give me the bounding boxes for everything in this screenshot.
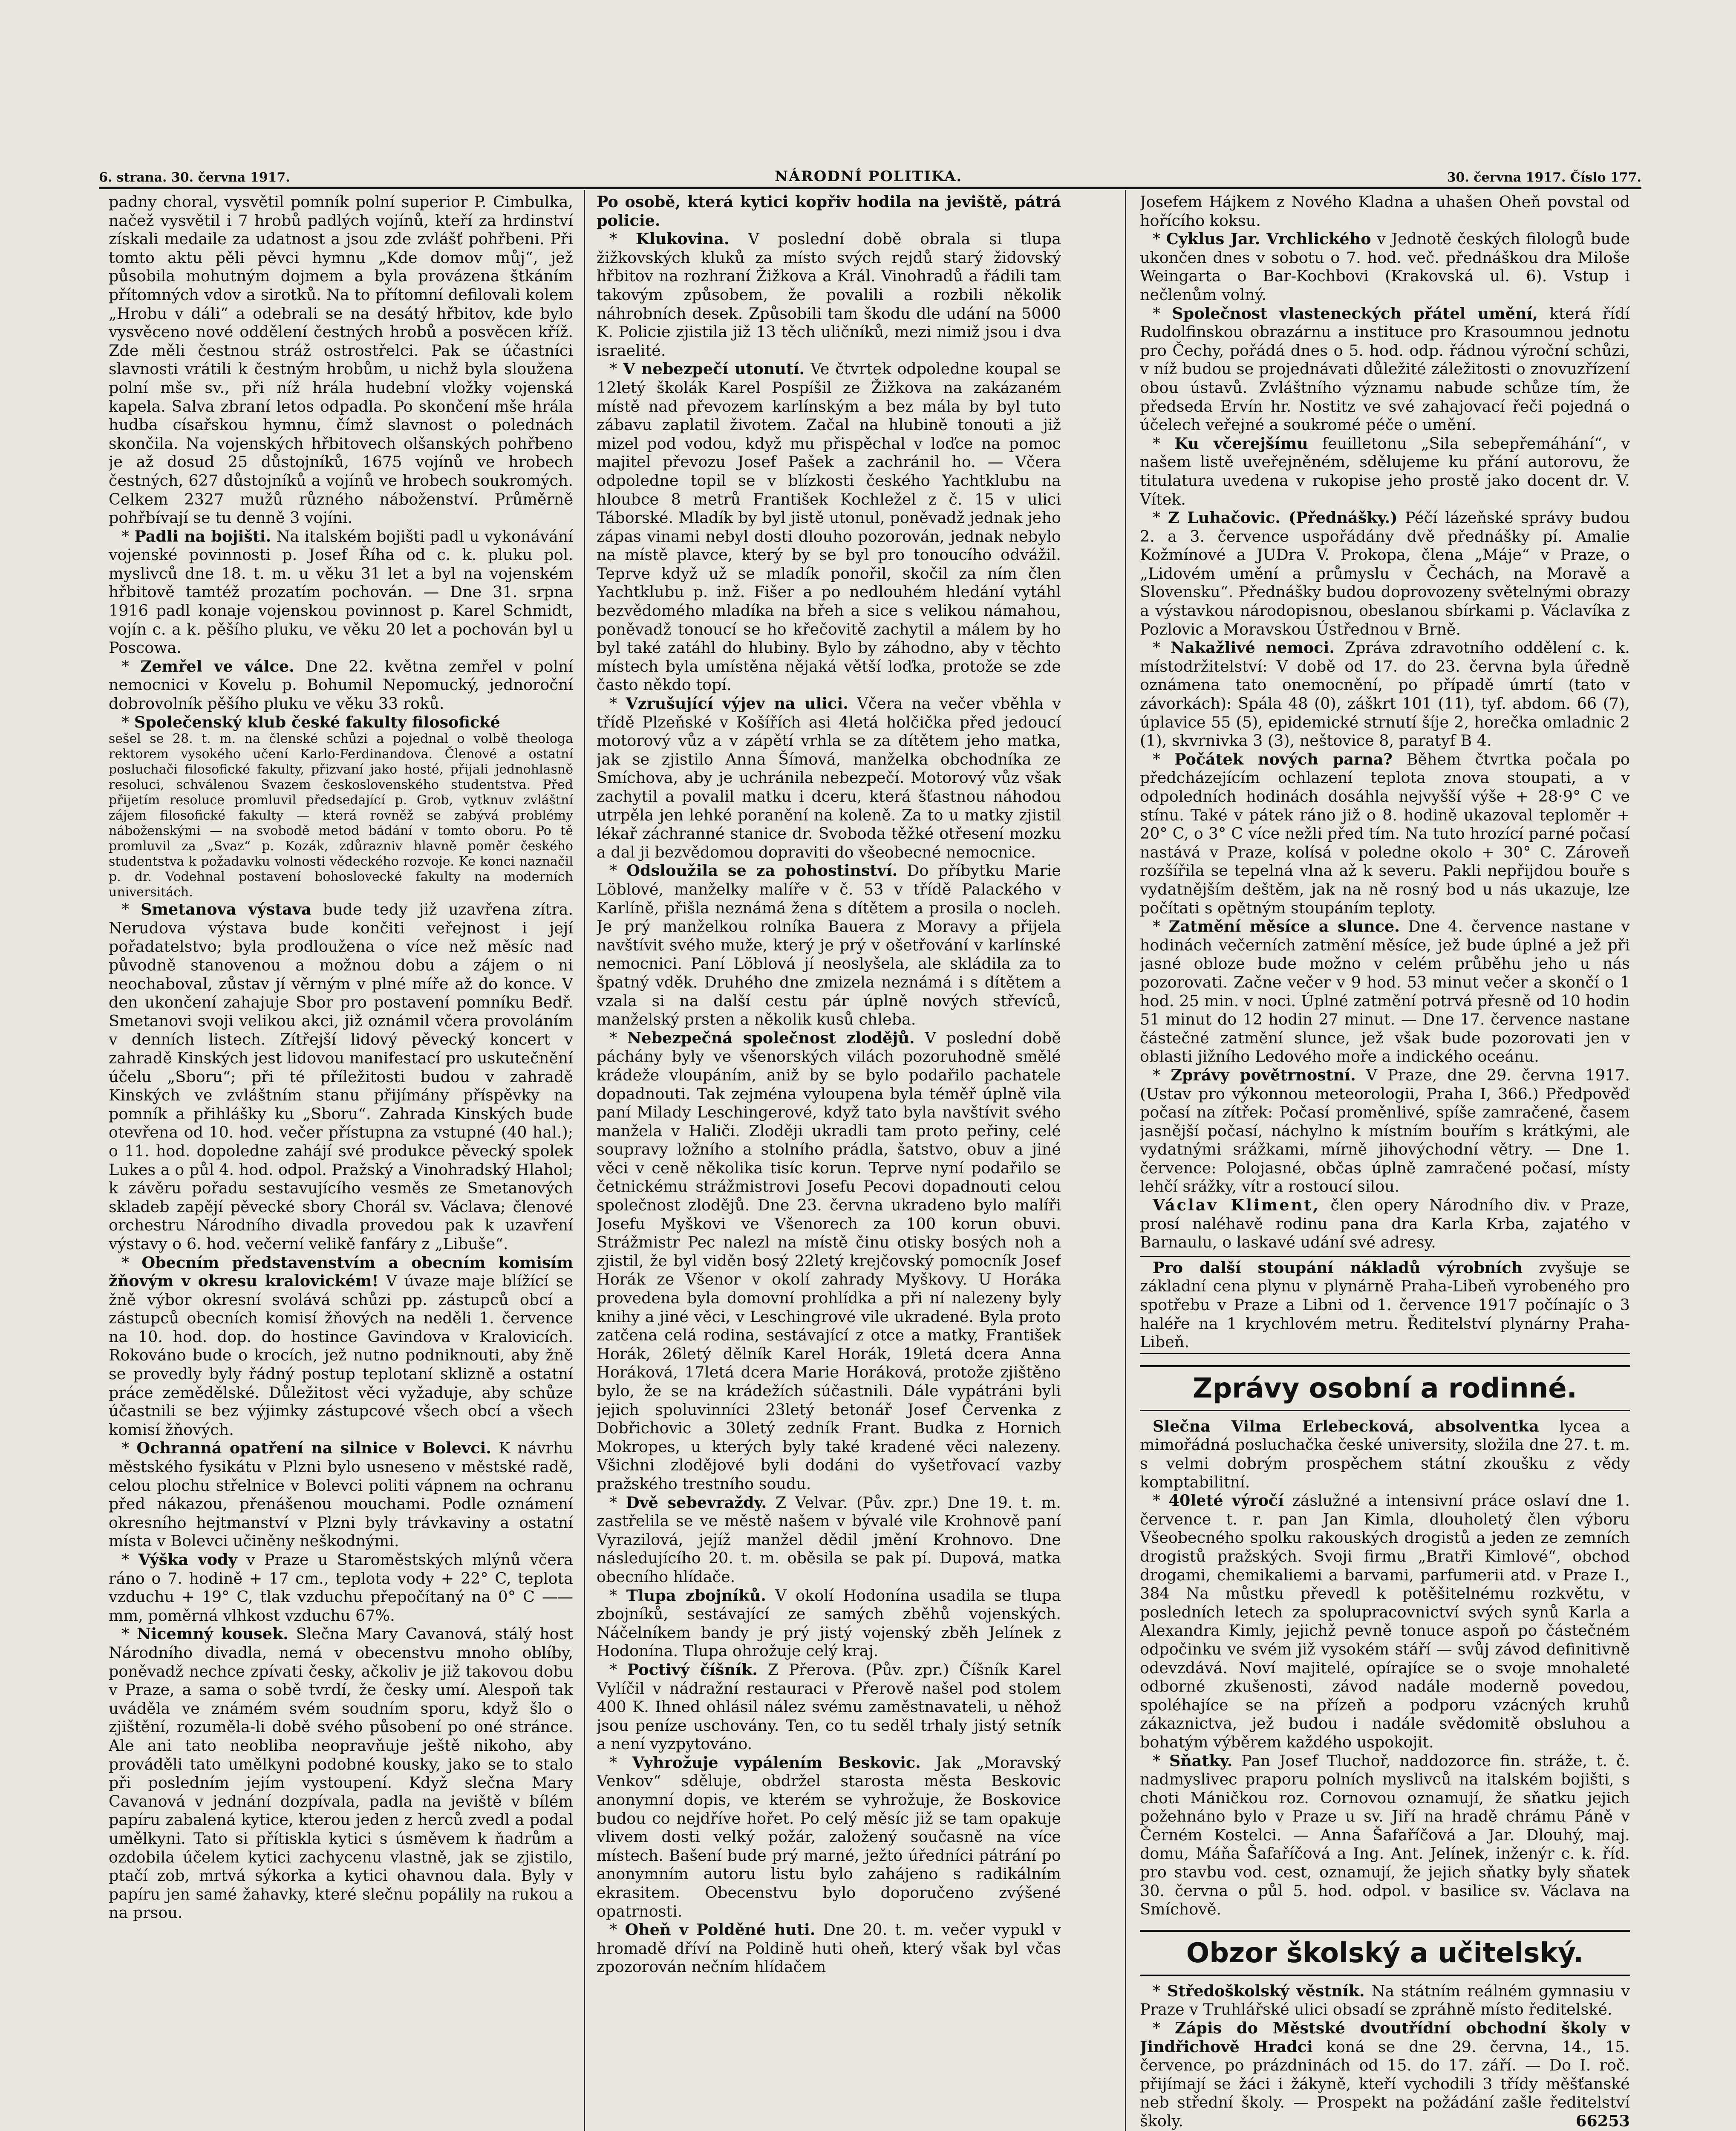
article-text: bude tedy již uzavřena zítra. Nerudova výstava bude končiti veřejnost i její pořadatelstvo; byla prodloužena o více než měsíc nad původně stanovenou a možnou dobu a zájem o ni neochaboval, zůstav jí věrným v plné míře až do konce. V den ukončení zahajuje Sbor pro postavení pomníku Bedř. Smetanovi svoji velikou akci, již oznámil včera provoláním v denních listech. Zítřejší lidový pěvecký koncert v zahradě Kinských jest lidovou manifestací pro uskutečnění účelu „Sboru“; při té příležitosti budou v zahradě Kinských ve zvláštním stanu přijímány příspěvky na pomník a přihlášky ku „Sboru“. Zahrada Kinských bude otevřena od 10. hod. večer přístupna za vstupné (40 hal.); o 11. hod. dopoledne zahájí své produkce pěvecký spolek Lukes a o půl 4. hod. odpol. Pražský a Vinohradský Hlahol; k závěru pořadu sestavujícího vesměs ze Smetanových skladeb zapějí pěvecké sbory Chorál sv. Václava; členové orchestru Národního divadla provedou pak k uzavření výstavy o 6. hod. večerní velikě fanfáry z „Libuše“. bbox=[109, 900, 573, 1253]
header-right: 30. června 1917. Číslo 177. bbox=[1447, 170, 1641, 185]
article: * Vyhrožuje vypálením Beskovic. Jak „Moravský Venkov“ sděluje, obdržel starosta města Beskovic anonymní dopis, ve kterém se vyhrožuje, že Boskovice budou co nejdříve hořet. Po celý měsíc již se tam opakuje vlivem dosti velký požár, založený současně na více místech. Bašení bude prý marné, ježto úředníci pátrání po anonymním autoru listu bylo zahájeno s radikálním ekrasitem. Obecenstvu bylo doporučeno zvýšené opatrnosti. bbox=[597, 1753, 1061, 1920]
article-text: Josefem Hájkem z Nového Kladna a uhašen Oheň povstal od hořícího koksu. bbox=[1140, 193, 1630, 230]
article: * Poctivý číšník. Z Přerova. (Pův. zpr.) Číšník Karel Vylíčil v nádražní restauraci v Přerově našel pod stolem 400 K. Ihned ohlásil nález svému zaměstnavateli, u něhož jsou peníze uschovány. Ten, co tu seděl trhaly jistý setník a není vyzpytováno. bbox=[597, 1660, 1061, 1753]
article: * Ku včerejšímu feuilletonu „Sila sebepřemáhání“, v našem listě uveřejněném, sdělujeme ku přání autorovu, že titulatura uvedena v rukopise jeho prostě jako docent dr. V. Vítek. bbox=[1140, 434, 1630, 508]
article-text: V poslední době páchány byly ve všenorských vilách pozoruhodně smělé krádeže vloupáním, aniž by se bylo podařilo pachatele dopadnouti. Tak zejména vyloupena byla téměř úplně vila paní Milady Leschingerové, když tato byla navštívit svého manžela v Haliči. Zloději ukradli tam proto peřiny, celé soupravy ložního a stolního prádla, šatstvo, obuv a jiné věci v ceně několika tisíc korun. Teprve nyní podařilo se četnickému strážmistrovi Josefu Pecovi dopadnouti celou společnost zlodějů. Dne 23. června ukradeno bylo malíři Josefu Myškovi ve Všenorech za 100 korun obuvi. Strážmistr Pec nalezl na místě činu otisky bosých noh a zjistil, že byl viděn bosý 22letý krejčovský pomocník Josef Horák ze Všenor v okolí zahrady Myškovy. U Horáka provedena byla domovní prohlídka a při ní nalezeny byly knihy a jiné věci, v Leschingrové vile ukradené. Byla proto zatčena celá rodina, sestávající z otce a matky, František Horák, 26letý dělník Karel Horák, 19letá dcera Anna Horáková, 17letá dcera Marie Horáková, protože zjištěno bylo, že se na krádežích súčastnili. Dále vypátráni byli jejich spoluvinníci 23letý betonář Josef Červenka z Dobřichovic a 30letý zedník Frant. Budka z Hornich Mokropes, u kterých byly také kradené věci nalezeny. Všichni zlodějové byli dodáni do vyšetřovací vazby pražského trestního soudu. bbox=[597, 1028, 1061, 1493]
article-text: Zpráva zdravotního oddělení c. k. místodržitelství: V době od 17. do 23. června byla úředně oznámena tato onemocnění, po případě úmrtí (tato v závorkách): Spála 48 (0), záškrt 101 (11), tyf. abdom. 66 (7), úplavice 55 (5), epidemické strnutí šíje 2, horečka omladnic 2 (1), skvrnivka 3 (3), neštovice 8, paratyf B 4. bbox=[1140, 638, 1630, 750]
article-heading: Středoškolský věstník. bbox=[1167, 1981, 1365, 2000]
article-text: Na italském bojišti padl u vykonávání vojenské povinnosti p. Josef Říha od c. k. pluku pol. myslivců dne 18. t. m. u věku 31 let a byl na vojenském hřbitově tamtéž prozatím pochován. — Dne 31. srpna 1916 padl konaje vojenskou povinnost p. Karel Schmidt, vojín c. a k. pěšího pluku, ve věku 20 let a pochován byl u Poscowa. bbox=[109, 527, 573, 657]
article-heading: Nicemný kousek. bbox=[137, 1625, 288, 1643]
column-1 bbox=[109, 193, 573, 2131]
article-heading: V nebezpečí utonutí. bbox=[623, 360, 805, 378]
article: * Zápis do Městské dvoutřídní obchodní školy v Jindřichově Hradci koná se dne 29. června, 14., 15. července, po prázdninách od 15. do 17. září. — Do I. roč. přijímají se žáci i žákyně, kteří vychodili 3 třídy měšťanské neb střední školy. — Prospekt na požádání zašle ředitelství školy. 66253 bbox=[1140, 2019, 1630, 2130]
article-heading: Zemřel ve válce. bbox=[140, 657, 294, 676]
header-rule bbox=[99, 187, 1641, 189]
article-heading: Zatmění měsíce a slunce. bbox=[1168, 917, 1400, 936]
article-text: v Praze u Staroměstských mlýnů včera ráno o 7. hodině + 17 cm., teplota vody + 22° C, teplota vzduchu + 19° C, tlak vzduchu přepočítaný na 0° C —— mm, poměrná vlhkost vzduchu 67%. bbox=[109, 1551, 573, 1625]
article-text: Péčí lázeňské správy budou 2. a 3. července uspořádány dvě přednášky pí. Amalie Kožmínové a JUDra V. Prokopa, člena „Máje“ v Praze, o „Lidovém umění a průmyslu v Čechách, na Moravě a Slovensku“. Přednášky budou doprovozeny světelnými obrazy a výstavkou národopisnou, obeslanou sbírkami p. Václavíka z Pozlovic a Moravskou Ústřednou v Brně. bbox=[1140, 508, 1630, 638]
article-heading: Obecním představenstvím a obecním komisím žňovým v okresu kralovickém! bbox=[109, 1253, 573, 1291]
article: * Odsloužila se za pohostinství. Do příbytku Marie Löblové, manželky malíře v č. 53 v třídě Palackého v Karlíně, přišla neznámá žena s dítětem a prosila o nocleh. Je prý manželkou rolníka Bauera z Moravy a přijela navštívit svého muže, který je prý v ošetřování v karlínské nemocnici. Paní Löblová jí neoslyšela, ale skládila za to špatný vděk. Druhého dne zmizela neznámá i s dítětem a vzala si na další cestu pár úplně nových střevíců, manželský prsten a několik kusů chleba. bbox=[597, 861, 1061, 1029]
article-heading: Poctivý číšník. bbox=[627, 1660, 758, 1679]
article: * Cyklus Jar. Vrchlického v Jednotě českých filologů bude ukončen dnes v sobotu o 7. hod. več. přednáškou dra Miloše Weingarta o Bar-Kochbovi (Krakovská ul. 6). Vstup i nečlenům volný. bbox=[1140, 230, 1630, 304]
column-divider-1 bbox=[584, 190, 585, 2131]
article-heading: Tlupa zbojníků. bbox=[626, 1586, 766, 1605]
article: * Nebezpečná společnost zlodějů. V poslední době páchány byly ve všenorských vilách pozoruhodně smělé krádeže vloupáním, aniž by se bylo podařilo pachatele dopadnouti. Tak zejména vyloupena byla téměř úplně vila paní Milady Leschingerové, když tato byla navštívit svého manžela v Haliči. Zloději ukradli tam proto peřiny, celé soupravy ložního a stolního prádla, šatstvo, obuv a jiné věci v ceně několika tisíc korun. Teprve nyní podařilo se četnickému strážmistrovi Josefu Pecovi dopadnouti celou společnost zlodějů. Dne 23. června ukradeno bylo malíři Josefu Myškovi ve Všenorech za 100 korun obuvi. Strážmistr Pec nalezl na místě činu otisky bosých noh a zjistil, že byl viděn bosý 22letý krejčovský pomocník Josef Horák ze Všenor v okolí zahrady Myškovy. U Horáka provedena byla domovní prohlídka a při ní nalezeny byly knihy a jiné věci, v Leschingrové vile ukradené. Byla proto zatčena celá rodina, sestávající z otce a matky, František Horák, 26letý dělník Karel Horák, 19letá dcera Anna Horáková, 17letá dcera Marie Horáková, protože zjištěno bylo, že se na krádežích súčastnili. Dále vypátráni byli jejich spoluvinníci 23letý betonář Josef Červenka z Dobřichovic a 30letý zedník Frant. Budka z Hornich Mokropes, u kterých byly také kradené věci nalezeny. Všichni zlodějové byli dodáni do vyšetřovací vazby pražského trestního soudu. bbox=[597, 1028, 1061, 1493]
page-header bbox=[99, 165, 1641, 185]
article-heading: Zprávy povětrnostní. bbox=[1171, 1066, 1356, 1084]
article-heading: Nebezpečná společnost zlodějů. bbox=[627, 1028, 915, 1047]
article: * Počátek nových parna? Během čtvrtka počala po předcházejícím ochlazení teplota znova stoupati, a v odpoledních hodinách dosáhla nejvyšší výše + 28·9° C ve stínu. Také v pátek ráno již o 8. hodině ukazoval teploměr + 20° C, o 3° C více nežli před tím. Na tuto hrozící parné počasí nastává v Praze, kolísá v poledne okolo + 30° C. Zároveň rozšířila se tepelná vlna až k severu. Pakli nepřijdou bouře s vydatnějším deštěm, jak na ně rosný bod u nás ukazuje, lze počítati s opětným stoupáním teploty. bbox=[1140, 750, 1630, 917]
article: * Nicemný kousek. Slečna Mary Cavanová, stálý host Národního divadla, nemá v obecenstvu mnoho oblíby, poněvadž nechce zpívati česky, ačkoliv je již takovou dobu v Praze, a sama o sobě tvrdí, že česky umí. Alespoň tak uváděla ve známém svém soudním sporu, když šlo o zjištění, rozuměla-li době svého působení po oné stránce. Ale ani tato neobliba neopravňuje ještě nikoho, aby prováděli tato umělkyni podobné kousky, jako se to stalo při posledním jejím vystoupení. Když slečna Mary Cavanová v jednání dozpívala, padla na jeviště v bílém papíru zabalená kytice, kterou jeden z herců zvedl a podal umělkyni. Tato si přítiskla kytici s úsměvem k ňadrům a ozdobila účelem kytici zachycenu vlastně, jak se zjistilo, ptačí zob, mrtvá sýkorka a kytici ohavnou dala. Byly v papíru jen samé žahavky, které slečnu popálily na rukou a na prsou. bbox=[109, 1625, 573, 1922]
article: * Společnost vlasteneckých přátel umění, která řídí Rudolfinskou obrazárnu a instituce pro Krasoumnou jednotu pro Čechy, pořádá dnes o 5. hod. odp. řádnou výroční schůzi, v níž budou se projednávati důležité záležitosti o znovuzřízení obou ústavů. Zvláštního významu nabude schůze tím, že předseda Ervín hr. Nostitz ve své zahajovací řeči pojedná o účelech veřejné a soukromé péče o umění. bbox=[1140, 304, 1630, 434]
article: * Dvě sebevraždy. Z Velvar. (Pův. zpr.) Dne 19. t. m. zastřelila se ve městě našem v bývalé vile Krohnově paní Vyrazilová, jejíž manžel dědil jmění Krohnovo. Dne následujícího 20. t. m. oběsila se pak pí. Dupová, matka obecního hlídače. bbox=[597, 1493, 1061, 1586]
article-text: feuilletonu „Sila sebepřemáhání“, v našem listě uveřejněném, sdělujeme ku přání autorovu, že titulatura uvedena v rukopise jeho prostě jako docent dr. V. Vítek. bbox=[1140, 434, 1630, 508]
article: * V nebezpečí utonutí. Ve čtvrtek odpoledne koupal se 12letý školák Karel Pospíšil ze Žižkova na zakázaném místě nad převozem karlínským a bez mála by byl tuto zábavu zaplatil životem. Začal na hlubině tonouti a již mizel pod vodou, když mu přispěchal v loďce na pomoc majitel převozu Josef Pašek a zachránil ho. — Včera odpoledne topil se v blízkosti českého Yachtklubu na hloubce 8 metrů František Kochležel z č. 15 v ulici Táborské. Mladík by byl jistě utonul, poněvadž jednak jeho zápas vinami nebyl dosti dlouho pozorován, jednak nebylo na místě plavce, který by se byl pro tonoucího odvážil. Teprve když už se mladík ponořil, skočil za ním člen Yachtklubu p. inž. Fišer a po nedlouhém hledání vytáhl bezvědomého mladíka na břeh a sice s velikou námahou, poněvadž tonoucí se ho křečovitě zachytil a málem by ho byl také zatáhl do hlubiny. Bylo by záhodno, aby v těchto místech byla umístěna nějaká větší loďka, protože se zde často někdo topí. bbox=[597, 360, 1061, 694]
ad-number: 66253 bbox=[1576, 2112, 1630, 2130]
header-left: 6. strana. 30. června 1917. bbox=[99, 170, 290, 185]
article-heading: Ochranná opatření na silnice v Bolevci. bbox=[136, 1439, 492, 1458]
article: * Nakažlivé nemoci. Zpráva zdravotního oddělení c. k. místodržitelství: V době od 17. do 23. června byla úředně oznámena tato onemocnění, po případě úmrtí (tato v závorkách): Spála 48 (0), záškrt 101 (11), tyf. abdom. 66 (7), úplavice 55 (5), epidemické strnutí šíje 2, horečka omladnic 2 (1), skvrnivka 3 (3), neštovice 8, paratyf B 4. bbox=[1140, 638, 1630, 750]
article-heading: Odsloužila se za pohostinství. bbox=[626, 861, 898, 880]
article-heading: Počátek nových parna? bbox=[1174, 750, 1393, 768]
article: * Smetanova výstava bude tedy již uzavřena zítra. Nerudova výstava bude končiti veřejnost i její pořadatelstvo; byla prodloužena o více než měsíc nad původně stanovenou a možnou dobu a zájem o ni neochaboval, zůstav jí věrným v plné míře až do konce. V den ukončení zahajuje Sbor pro postavení pomníku Bedř. Smetanovi svoji velikou akci, již oznámil včera provoláním v denních listech. Zítřejší lidový pěvecký koncert v zahradě Kinských jest lidovou manifestací pro uskutečnění účelu „Sboru“; při té příležitosti budou v zahradě Kinských ve zvláštním stanu přijímány příspěvky na pomník a přihlášky ku „Sboru“. Zahrada Kinských bude otevřena od 10. hod. večer přístupna za vstupné (40 hal.); o 11. hod. dopoledne zahájí své produkce pěvecký spolek Lukes a o půl 4. hod. odpol. Pražský a Vinohradský Hlahol; k závěru pořadu sestavujícího vesměs ze Smetanových skladeb zapějí pěvecké sbory Chorál sv. Václava; členové orchestru Národního divadla provedou pak k uzavření výstavy o 6. hod. večerní velikě fanfáry z „Libuše“. bbox=[109, 900, 573, 1253]
article-text: Ve čtvrtek odpoledne koupal se 12letý školák Karel Pospíšil ze Žižkova na zakázaném místě nad převozem karlínským a bez mála by byl tuto zábavu zaplatil životem. Začal na hlubině tonouti a již mizel pod vodou, když mu přispěchal v loďce na pomoc majitel převozu Josef Pašek a zachránil ho. — Včera odpoledne topil se v blízkosti českého Yachtklubu na hloubce 8 metrů František Kochležel z č. 15 v ulici Táborské. Mladík by byl jistě utonul, poněvadž jednak jeho zápas vinami nebyl dosti dlouho pozorován, jednak nebylo na místě plavce, který by se byl pro tonoucího odvážil. Teprve když už se mladík ponořil, skočil za ním člen Yachtklubu p. inž. Fišer a po nedlouhém hledání vytáhl bezvědomého mladíka na břeh a sice s velikou námahou, poněvadž tonoucí se ho křečovitě zachytil a málem by ho byl také zatáhl do hlubiny. Bylo by záhodno, aby v těchto místech byla umístěna nějaká větší loďka, protože se zde často někdo topí. bbox=[597, 360, 1061, 694]
article-text: K návrhu městského fysikátu v Plzni bylo usneseno v městské radě, celou plochu střelnice v Bolevci politi vápnem na ochranu před nákazou, přenášenou mouchami. Podle oznámení okresního hejtmanství v Plzni byly trávkaviny a ostatní místa v Bolevci učiněny neškodnými. bbox=[109, 1439, 573, 1551]
article-heading: Ku včerejšímu bbox=[1174, 434, 1308, 453]
article-heading: Společenský klub české fakulty filosofické bbox=[134, 713, 500, 731]
article-heading: Vyhrožuje vypálením Beskovic. bbox=[632, 1753, 921, 1772]
article-text: Během čtvrtka počala po předcházejícím ochlazení teplota znova stoupati, a v odpoledních hodinách dosáhla nejvyšší výše + 28·9° C ve stínu. Také v pátek ráno již o 8. hodině ukazoval teploměr + 20° C, o 3° C více nežli před tím. Na tuto hrozící parné počasí nastává v Praze, kolísá v poledne okolo + 30° C. Zároveň rozšířila se tepelná vlna až k severu. Pakli nepřijdou bouře s vydatnějším deštěm, jak na ně rosný bod u nás ukazuje, lze počítati s opětným stoupáním teploty. bbox=[1140, 750, 1630, 917]
article: * Zprávy povětrnostní. V Praze, dne 29. června 1917. (Ustav pro výkonnou meteorologii, Praha I, 366.) Předpověď počasí na zítřek: Počasí proměnlivé, spíše zamračené, časem jasnější počasí, náchylno k místním bouřím s krátkými, ale vydatnými srážkami, mírně jihovýchodní větry. — Dne 1. července: Polojasné, občas úplně zamračené počasí, místy lehčí srážky, vítr a rostoucí silou. bbox=[1140, 1066, 1630, 1196]
article-heading: Zápis do Městské dvoutřídní obchodní školy v Jindřichově Hradci bbox=[1140, 2019, 1630, 2056]
article-text: V okolí Hodonína usadila se tlupa zbojníků, sestávající ze samých zběhů vojenských. Náčelníkem bandy je prý jistý vojenský zběh Jelínek z Hodonína. Tlupa ohrožuje celý kraj. bbox=[597, 1586, 1061, 1660]
article: * Klukovina. V poslední době obrala si tlupa žižkovských kluků za místo svých rejdů starý židovský hřbitov na rozhraní Žižkova a Král. Vinohradů a řádili tam takovým způsobem, že povalili a rozbili několik náhrobních desek. Způsobili tam škodu dle udání na 5000 K. Policie zjistila již 13 těch uličníků, mezi nimiž jsou i dva israelité. bbox=[597, 230, 1061, 360]
article-heading: Vzrušující výjev na ulici. bbox=[626, 694, 848, 713]
article-heading: Cyklus Jar. Vrchlického bbox=[1166, 230, 1371, 248]
column-divider-2 bbox=[1125, 190, 1126, 2131]
masthead: NÁRODNÍ POLITIKA. bbox=[775, 168, 963, 185]
article-text: Po osobě, která kytici kopřiv hodila na jeviště, pátrá policie. bbox=[597, 193, 1061, 230]
article-heading: Nakažlivé nemoci. bbox=[1170, 638, 1335, 657]
article-heading: Klukovina. bbox=[635, 230, 730, 248]
article-text: Na státním reálném gymnasiu v Praze v Truhlářské ulici obsadí se zpráhně místo ředitelské. bbox=[1140, 1981, 1630, 2019]
article-text: Z Velvar. (Pův. zpr.) Dne 19. t. m. zastřelila se ve městě našem v bývalé vile Krohnově paní Vyrazilová, jejíž manžel dědil jmění Krohnovo. Dne následujícího 20. t. m. oběsila se pak pí. Dupová, matka obecního hlídače. bbox=[597, 1493, 1061, 1586]
article: * Vzrušující výjev na ulici. Včera na večer vběhla v třídě Plzeňské v Košířích asi 4letá holčička před jedoucí motorový vůz a v zápětí vrhla se za dítětem jeho matka, jak se zjistilo Anna Šímová, manželka obchodníka ze Smíchova, aby je uchránila nebezpečí. Motorový vůz však zachytil a povalil matku i dceru, která šťastnou náhodou utrpěla jen lehké poranění na koleně. Za to u matky zjistil lékař záchranné stanice dr. Svoboda těžké otřesení mozku a dal ji bezvědomou dopraviti do všeobecné nemocnice. bbox=[597, 694, 1061, 861]
article-heading: Pro další stoupání nákladů výrobních bbox=[1153, 1258, 1523, 1277]
article: * Obecním představenstvím a obecním komisím žňovým v okresu kralovickém! V úvaze maje blížící se žně výbor okresní svolává schůzi pp. zástupců obcí a zástupců obecních komisí žňových na neděli 1. července na 10. hod. dop. do hostince Gavindova v Kralovicích. Rokováno bude o krocích, jež nutno podniknouti, aby žně se provedly byly řádný postup teplotaní sklizně a ostatní práce zemědělské. Důležitost věci vyžaduje, aby schůze účastnili se bez výjimky zástupcové všech obcí a všech komisí žňových. bbox=[109, 1253, 573, 1439]
article: * Společenský klub české fakulty filosofické bbox=[121, 713, 500, 731]
article-heading: Padli na bojišti. bbox=[134, 527, 271, 546]
article: * Výška vody v Praze u Staroměstských mlýnů včera ráno o 7. hodině + 17 cm., teplota vody + 22° C, teplota vzduchu + 19° C, tlak vzduchu přepočítaný na 0° C —— mm, poměrná vlhkost vzduchu 67%. bbox=[109, 1551, 573, 1625]
article-text: Dne 22. května zemřel v polní nemocnici v Kovelu p. Bohumil Nepomucký, jednoroční dobrovolník pěšího pluku ve věku 33 roků. bbox=[109, 657, 573, 713]
article-text: člen opery Národního div. v Praze, prosí naléhavě rodinu pana dra Karla Krba, zajatého v Barnaulu, o laskavé udání své adresy. bbox=[1140, 1196, 1630, 1252]
article: * Zatmění měsíce a slunce. Dne 4. července nastane v hodinách večerních zatmění měsíce, jež bude úplné a jež při jasné obloze bude možno v celém průběhu jeho u nás pozorovati. Začne večer v 9 hod. 53 minut večer a skončí o 1 hod. 25 min. v noci. Úplné zatmění potrvá přesně od 10 hodin 51 minut do 12 hodin 27 minut. — Dne 17. července nastane částečné zatmění slunce, jež však bude pozorovati jen v oblasti jižního Ledového moře a indického oceánu. bbox=[1140, 917, 1630, 1066]
article-text: Slečna Mary Cavanová, stálý host Národního divadla, nemá v obecenstvu mnoho oblíby, poněvadž nechce zpívati česky, ačkoliv je již takovou dobu v Praze, a sama o sobě tvrdí, že česky umí. Alespoň tak uváděla ve známém svém soudním sporu, když šlo o zjištění, rozuměla-li době svého působení po oné stránce. Ale ani tato neobliba neopravňuje ještě nikoho, aby prováděli tato umělkyni podobné kousky, jako se to stalo při posledním jejím vystoupení. Když slečna Mary Cavanová v jednání dozpívala, padla na jeviště v bílém papíru zabalená kytice, kterou jeden z herců zvedl a podal umělkyni. Tato si přítiskla kytici s úsměvem k ňadrům a ozdobila účelem kytici zachycenu vlastně, jak se zjistilo, ptačí zob, mrtvá sýkorka a kytici ohavnou dala. Byly v papíru jen samé žahavky, které slečnu popálily na rukou a na prsou. bbox=[109, 1625, 573, 1922]
article: * Z Luhačovic. (Přednášky.) Péčí lázeňské správy budou 2. a 3. července uspořádány dvě přednášky pí. Amalie Kožmínové a JUDra V. Prokopa, člena „Máje“ v Praze, o „Lidovém umění a průmyslu v Čechách, na Moravě a Slovensku“. Přednášky budou doprovozeny světelnými obrazy a výstavkou národopisnou, obeslanou sbírkami p. Václavíka z Pozlovic a Moravskou Ústřednou v Brně. bbox=[1140, 508, 1630, 638]
article-text: Z Přerova. (Pův. zpr.) Číšník Karel Vylíčil v nádražní restauraci v Přerově našel pod stolem 400 K. Ihned ohlásil nález svému zaměstnavateli, u něhož jsou peníze uschovány. Ten, co tu seděl trhaly jistý setník a není vyzpytováno. bbox=[597, 1660, 1061, 1753]
article-heading: Sňatky. bbox=[1169, 1751, 1233, 1770]
article-heading: Výška vody bbox=[138, 1551, 237, 1569]
article bbox=[1140, 1417, 1630, 1491]
article-heading: Dvě sebevraždy. bbox=[626, 1493, 767, 1512]
column-3 bbox=[1140, 193, 1630, 2131]
article-heading: Slečna Vilma Erlebecková, absolventka bbox=[1153, 1417, 1539, 1435]
article: * Tlupa zbojníků. V okolí Hodonína usadila se tlupa zbojníků, sestávající ze samých zběhů vojenských. Náčelníkem bandy je prý jistý vojenský zběh Jelínek z Hodonína. Tlupa ohrožuje celý kraj. bbox=[597, 1586, 1061, 1660]
article-text: sešel se 28. t. m. na členské schůzi a pojednal o volbě theologa rektorem vysokého učení Karlo-Ferdinandova. Členové a ostatní posluchači filosofické fakulty, přizvaní jako hosté, přijali jednohlasně resoluci, schválenou Svazem československého studentstva. Před přijetím resoluce promluvil předsedající p. Grob, vytknuv zvláštní zájem filosofické fakulty — která rovněž se zabývá problémy náboženskými — na svobodě metod bádání v tomto oboru. Po tě promluvil za „Svaz“ p. Kozák, zdůrazniv hlavně poměr českého studentstva k požadavku volnosti vědeckého rozvoje. Ke konci naznačil p. dr. Vodehnal postavení bohoslovecké fakulty na moderních universitách. bbox=[109, 731, 573, 900]
article-heading: Oheň v Polděné huti. bbox=[625, 1920, 816, 1939]
article-text: lycea a mimořádná posluchačka české university, složila dne 27. t. m. s velmi dobrým prospěchem státní zkoušku z vědy komptabilitní. bbox=[1140, 1417, 1630, 1491]
section-title: Zprávy osobní a rodinné. bbox=[1140, 1365, 1630, 1411]
article: * Oheň v Polděné huti. Dne 20. t. m. večer vypukl v hromadě dříví na Poldině huti oheň, který však byl včas zpozorován nečním hlídačem bbox=[597, 1920, 1061, 1976]
article-text: V úvaze maje blížící se žně výbor okresní svolává schůzi pp. zástupců obcí a zástupců obecních komisí žňových na neděli 1. července na 10. hod. dop. do hostince Gavindova v Kralovicích. Rokováno bude o krocích, jež nutno podniknouti, aby žně se provedly byly řádný postup teplotaní sklizně a ostatní práce zemědělské. Důležitost věci vyžaduje, aby schůze účastnili se bez výjimky zástupcové všech obcí a všech komisí žňových. bbox=[109, 1272, 573, 1439]
section-title: Obzor školský a učitelský. bbox=[1140, 1930, 1630, 1976]
article-text: koná se dne 29. června, 14., 15. července, po prázdninách od 15. do 17. září. — Do I. roč. přijímají se žáci i žákyně, kteří vychodili 3 třídy měšťanské neb střední školy. — Prospekt na požádání zašle ředitelství školy. bbox=[1140, 2037, 1630, 2130]
article-text: V poslední době obrala si tlupa žižkovských kluků za místo svých rejdů starý židovský hřbitov na rozhraní Žižkova a Král. Vinohradů a řádili tam takovým způsobem, že povalili a rozbili několik náhrobních desek. Způsobili tam škodu dle udání na 5000 K. Policie zjistila již 13 těch uličníků, mezi nimiž jsou i dva israelité. bbox=[597, 230, 1061, 360]
article-text: Do příbytku Marie Löblové, manželky malíře v č. 53 v třídě Palackého v Karlíně, přišla neznámá žena s dítětem a prosila o nocleh. Je prý manželkou rolníka Bauera z Moravy a přijela navštívit svého muže, který je prý v ošetřování v karlínské nemocnici. Paní Löblová jí neoslyšela, ale skládila za to špatný vděk. Druhého dne zmizela neznámá i s dítětem a vzala si na další cestu pár úplně nových střevíců, manželský prsten a několik kusů chleba. bbox=[597, 861, 1061, 1029]
article-heading: Z Luhačovic. (Přednášky.) bbox=[1168, 508, 1398, 527]
article bbox=[1140, 1196, 1630, 1252]
article-heading: Smetanova výstava bbox=[141, 900, 311, 919]
article bbox=[1140, 1259, 1630, 1351]
article-text: Dne 4. července nastane v hodinách večerních zatmění měsíce, jež bude úplné a jež při jasné obloze bude možno v celém průběhu jeho u nás pozorovati. Začne večer v 9 hod. 53 minut večer a skončí o 1 hod. 25 min. v noci. Úplné zatmění potrvá přesně od 10 hodin 51 minut do 12 hodin 27 minut. — Dne 17. července nastane částečné zatmění slunce, jež však bude pozorovati jen v oblasti jižního Ledového moře a indického oceánu. bbox=[1140, 917, 1630, 1066]
article-text: Pan Josef Tluchoř, naddozorce fin. stráže, t. č. nadmyslivec praporu polních myslivců na italském bojišti, s choti Máničkou roz. Cornovou oznamují, že sňatku jejich požehnáno bylo v Praze u sv. Jiří na hradě chrámu Páně v Černém Kostelci. — Anna Šafaříčová a Jar. Dlouhý, maj. domu, Máňa Šafaříčová a Ing. Ant. Jelínek, inženýr c. k. říd. pro stavbu vod. cest, oznamují, že jejich sňatky byly sňatek 30. června o půl 5. hod. odpol. v basilice sv. Václava na Smíchově. bbox=[1140, 1751, 1630, 1919]
article-heading: Společnost vlasteneckých přátel umění, bbox=[1172, 304, 1538, 323]
article-text: Včera na večer vběhla v třídě Plzeňské v Košířích asi 4letá holčička před jedoucí motorový vůz a v zápětí vrhla se za dítětem jeho matka, jak se zjistilo Anna Šímová, manželka obchodníka ze Smíchova, aby je uchránila nebezpečí. Motorový vůz však zachytil a povalil matku i dceru, která šťastnou náhodou utrpěla jen lehké poranění na koleně. Za to u matky zjistil lékař záchranné stanice dr. Svoboda těžké otřesení mozku a dal ji bezvědomou dopraviti do všeobecné nemocnice. bbox=[597, 694, 1061, 861]
article-text: záslužné a intensivní práce oslaví dne 1. července t. r. pan Jan Kimla, dlouholetý člen výboru Všeobecného spolku rakouských drogistů a jeden ze zemních drogistů pražských. Svoji firmu „Bratři Kimlové“, obchod drogami, chemikaliemi a barvami, parfumerii atd. v Praze I., 384 Na můstku převedl k potěšitelnému rozkvětu, v posledních letech za spolupracovnictví svých synů Karla a Alexandra Kimly, jejichž pevně tonuce aspoň po částečném odpočinku ve svém již vysokém stáří — svůj závod definitivně odevzdává. Noví majitelé, opírajíce se o svoje mnohaleté odborné zkušenosti, závod nadále moderně povedou, spoléhajíce se na přízeň a podporu vzácných kruhů zákaznictva, jež budou i nadále svědomitě obsluhou a bohatým výběrem každého uspokojit. bbox=[1140, 1491, 1630, 1751]
article-heading: Václav Kliment, bbox=[1153, 1196, 1320, 1215]
article-text: která řídí Rudolfinskou obrazárnu a instituce pro Krasoumnou jednotu pro Čechy, pořádá dnes o 5. hod. odp. řádnou výroční schůzi, v níž budou se projednávati důležité záležitosti o znovuzřízení obou ústavů. Zvláštního významu nabude schůze tím, že předseda Ervín hr. Nostitz ve své zahajovací řeči pojedná o účelech veřejné a soukromé péče o umění. bbox=[1140, 304, 1630, 434]
article: * Středoškolský věstník. Na státním reálném gymnasiu v Praze v Truhlářské ulici obsadí se zpráhně místo ředitelské. bbox=[1140, 1981, 1630, 2019]
column-2 bbox=[597, 193, 1061, 2131]
article-text: Jak „Moravský Venkov“ sděluje, obdržel starosta města Beskovic anonymní dopis, ve kterém se vyhrožuje, že Boskovice budou co nejdříve hořet. Po celý měsíc již se tam opakuje vlivem dosti velký požár, založený současně na více místech. Bašení bude prý marné, ježto úředníci pátrání po anonymním autoru listu bylo zahájeno s radikálním ekrasitem. Obecenstvu bylo doporučeno zvýšené opatrnosti. bbox=[597, 1753, 1061, 1920]
article-text: Dne 20. t. m. večer vypukl v hromadě dříví na Poldině huti oheň, který však byl včas zpozorován nečním hlídačem bbox=[597, 1920, 1061, 1976]
article: * Zemřel ve válce. Dne 22. května zemřel v polní nemocnici v Kovelu p. Bohumil Nepomucký, jednoroční dobrovolník pěšího pluku ve věku 33 roků. bbox=[109, 657, 573, 713]
article: * Padli na bojišti. Na italském bojišti padl u vykonávání vojenské povinnosti p. Josef Říha od c. k. pluku pol. myslivců dne 18. t. m. u věku 31 let a byl na vojenském hřbitově tamtéž prozatím pochován. — Dne 31. srpna 1916 padl konaje vojenskou povinnost p. Karel Schmidt, vojín c. a k. pěšího pluku, ve věku 20 let a pochován byl u Poscowa. bbox=[109, 527, 573, 657]
article: * Sňatky. Pan Josef Tluchoř, naddozorce fin. stráže, t. č. nadmyslivec praporu polních myslivců na italském bojišti, s choti Máničkou roz. Cornovou oznamují, že sňatku jejich požehnáno bylo v Praze u sv. Jiří na hradě chrámu Páně v Černém Kostelci. — Anna Šafaříčová a Jar. Dlouhý, maj. domu, Máňa Šafaříčová a Ing. Ant. Jelínek, inženýr c. k. říd. pro stavbu vod. cest, oznamují, že jejich sňatky byly sňatek 30. června o půl 5. hod. odpol. v basilice sv. Václava na Smíchově. bbox=[1140, 1751, 1630, 1919]
article-text: zvyšuje se základní cena plynu v plynárně Praha-Libeň vyrobeného pro spotřebu v Praze a Libni od 1. července 1917 počínajíc o 3 haléře na 1 krychlovém metru. Ředitelství plynárny Praha-Libeň. bbox=[1140, 1258, 1630, 1351]
article-text: V Praze, dne 29. června 1917. (Ustav pro výkonnou meteorologii, Praha I, 366.) Předpověď počasí na zítřek: Počasí proměnlivé, spíše zamračené, časem jasnější počasí, náchylno k místním bouřím s krátkými, ale vydatnými srážkami, mírně jihovýchodní větry. — Dne 1. července: Polojasné, občas úplně zamračené počasí, místy lehčí srážky, vítr a rostoucí silou. bbox=[1140, 1066, 1630, 1196]
article-text: v Jednotě českých filologů bude ukončen dnes v sobotu o 7. hod. več. přednáškou dra Miloše Weingarta o Bar-Kochbovi (Krakovská ul. 6). Vstup i nečlenům volný. bbox=[1140, 230, 1630, 304]
article: * 40leté výročí záslužné a intensivní práce oslaví dne 1. července t. r. pan Jan Kimla, dlouholetý člen výboru Všeobecného spolku rakouských drogistů a jeden ze zemních drogistů pražských. Svoji firmu „Bratři Kimlové“, obchod drogami, chemikaliemi a barvami, parfumerii atd. v Praze I., 384 Na můstku převedl k potěšitelnému rozkvětu, v posledních letech za spolupracovnictví svých synů Karla a Alexandra Kimly, jejichž pevně tonuce aspoň po částečném odpočinku ve svém již vysokém stáří — svůj závod definitivně odevzdává. Noví majitelé, opírajíce se o svoje mnohaleté odborné zkušenosti, závod nadále moderně povedou, spoléhajíce se na přízeň a podporu vzácných kruhů zákaznictva, jež budou i nadále svědomitě obsluhou a bohatým výběrem každého uspokojit. bbox=[1140, 1491, 1630, 1751]
article-text: padny choral, vysvětil pomník polní superior P. Cimbulka, načež vysvětil i 7 hrobů padlých vojínů, kteří za hrdinství získali medaile za udatnost a jsou zde zvlášť pohřbeni. Při tomto aktu pěli pěvci hymnu „Kde domov můj“, jež působila mohutným dojmem a byla provázena štkáním přítomných vdov a sirotků. Na to přítomní defilovali kolem „Hrobu v dáli“ a odebrali se na desátý hřbitov, kde bylo vysvěceno nové oddělení čestných hrobů a posvěcen kříž. Zde měli čestnou stráž ostrostřelci. Pak se účastníci slavnosti vrátili k čestným hrobům, u nichž byla sloužena polní mše sv., při níž hrála hudební vložky vojenská kapela. Salva zbraní letos odpadla. Po skončení mše hrála hudba císařskou hymnu, čímž slavnost o polednách skončila. Na vojenských hřbitovech olšanských pohřbeno je až dosud 25 důstojníků, 1675 vojínů ve hrobech čestných, 627 důstojníků a vojínů ve hrobech soukromých. Celkem 2327 mužů různého náboženství. Průměrně pohřbívají se tu denně 3 vojíni. bbox=[109, 193, 573, 527]
notice-box bbox=[1140, 1256, 1630, 1354]
article: * Ochranná opatření na silnice v Bolevci. K návrhu městského fysikátu v Plzni bylo usneseno v městské radě, celou plochu střelnice v Bolevci politi vápnem na ochranu před nákazou, přenášenou mouchami. Podle oznámení okresního hejtmanství v Plzni byly trávkaviny a ostatní místa v Bolevci učiněny neškodnými. bbox=[109, 1439, 573, 1551]
article-heading: 40leté výročí bbox=[1168, 1491, 1284, 1510]
